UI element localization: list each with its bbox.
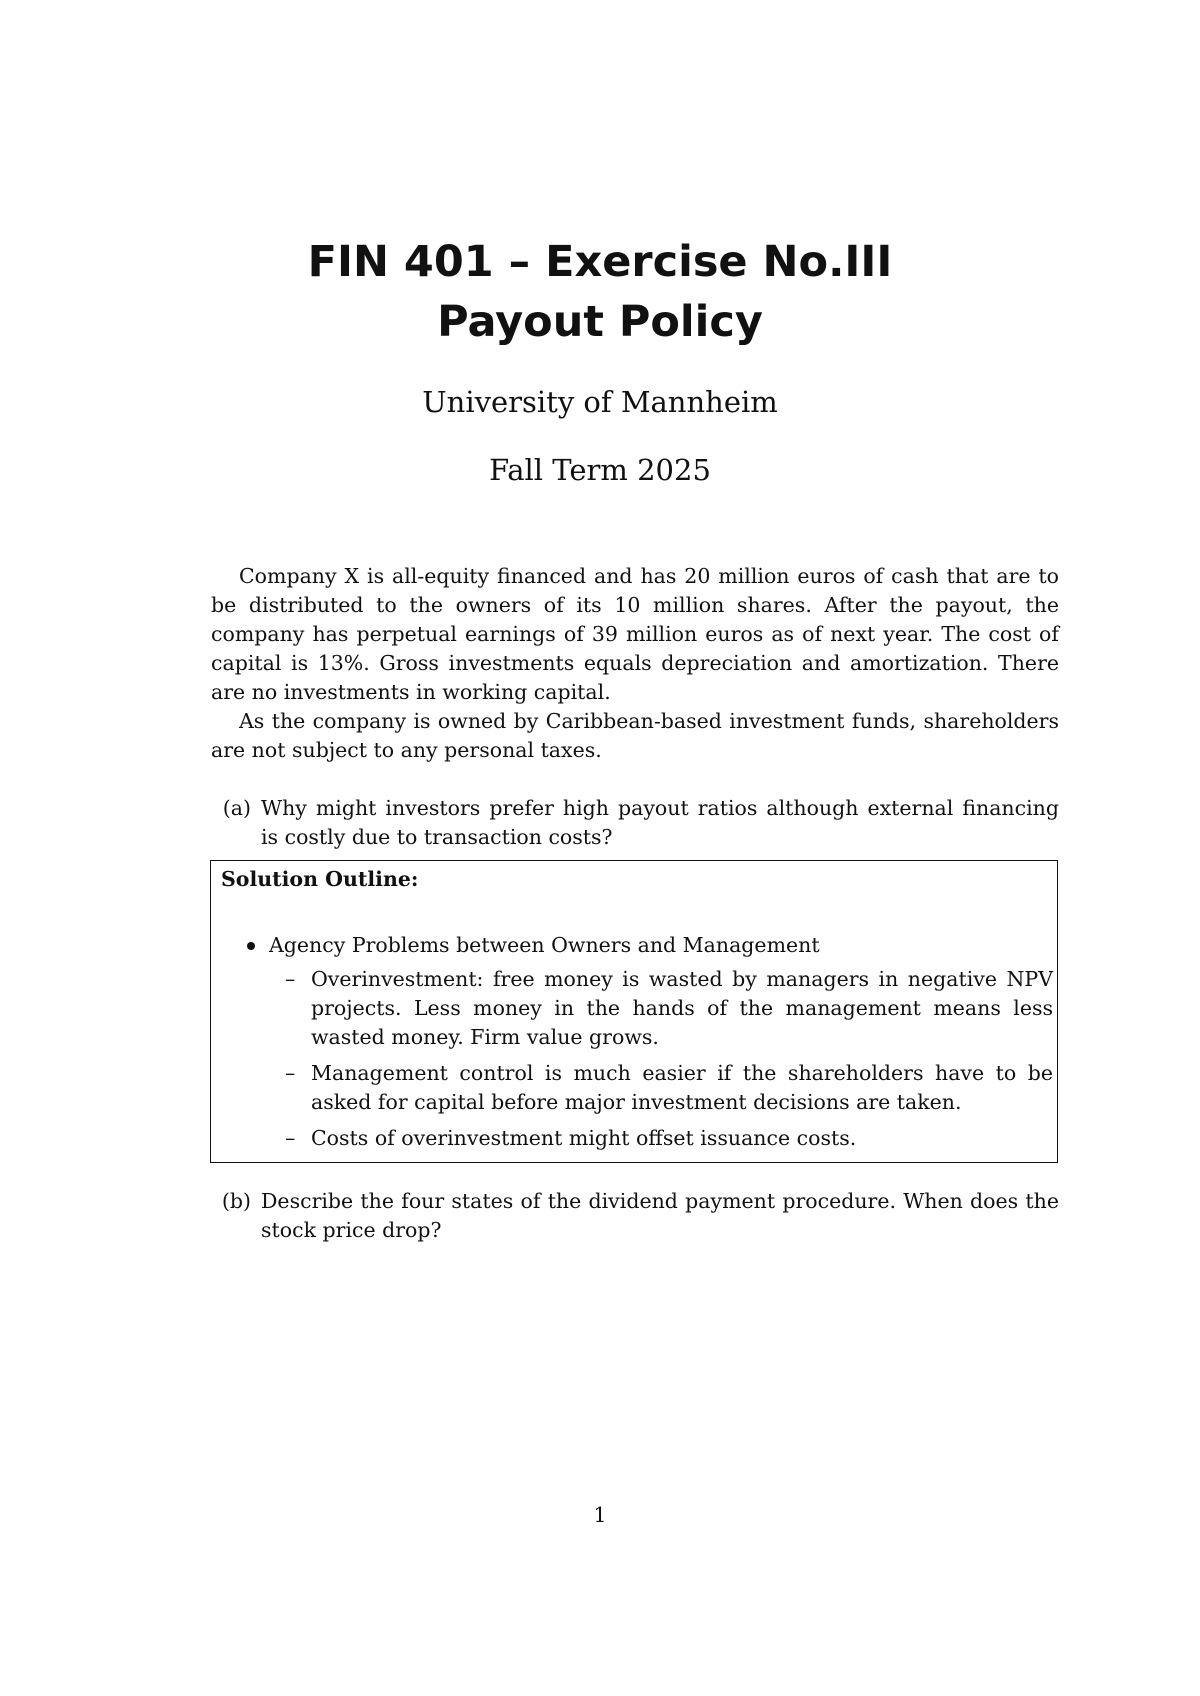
university-name: University of Mannheim <box>422 385 778 419</box>
title-line-1: FIN 401 – Exercise No.III <box>307 237 893 287</box>
bullet-item <box>247 931 820 960</box>
question-a <box>211 794 1059 852</box>
dash-icon: – <box>285 1061 296 1085</box>
sub-bullet-item <box>285 965 1053 1052</box>
intro-paragraph-2: As the company is owned by Caribbean-based investment funds, shareholders are not subject to any personal taxes. <box>211 709 1059 762</box>
question-label: (a) <box>222 796 251 820</box>
term-label: Fall Term 2025 <box>489 453 711 487</box>
solution-heading: Solution Outline: <box>221 867 419 891</box>
sub-bullet-text: Overinvestment: free money is wasted by managers in negative NPV projects. Less money in the hands of the management means less wasted money. Firm value grows. <box>311 967 1053 1049</box>
bullet-dot-icon <box>247 942 255 950</box>
intro-paragraph-1: Company X is all-equity financed and has 20 million euros of cash that are to be distributed to the owners of its 10 million shares. After the payout, the company has perpetual earnings of 39 million euros as of next year. The cost of capital is 13%. Gross investments equals depreciation and amortization. There are no investments in working capital. <box>211 564 1059 704</box>
sub-bullet-item <box>285 1059 1053 1117</box>
page-number: 1 <box>593 1503 607 1527</box>
dash-icon: – <box>285 1126 296 1150</box>
dash-icon: – <box>285 967 296 991</box>
question-label: (b) <box>221 1189 251 1213</box>
question-b <box>211 1187 1059 1245</box>
solution-box <box>210 860 1058 1163</box>
bullet-text: Agency Problems between Owners and Management <box>269 933 820 957</box>
sub-bullet-text: Management control is much easier if the shareholders have to be asked for capital before major investment decisions are taken. <box>311 1061 1053 1114</box>
sub-bullet-text: Costs of overinvestment might offset issuance costs. <box>311 1126 857 1150</box>
question-text: Why might investors prefer high payout ratios although external financing is costly due to transaction costs? <box>261 796 1059 849</box>
title-line-2: Payout Policy <box>437 297 763 347</box>
question-text: Describe the four states of the dividend payment procedure. When does the stock price drop? <box>261 1189 1059 1242</box>
document-title <box>0 232 1200 352</box>
sub-bullet-item <box>285 1124 1053 1153</box>
